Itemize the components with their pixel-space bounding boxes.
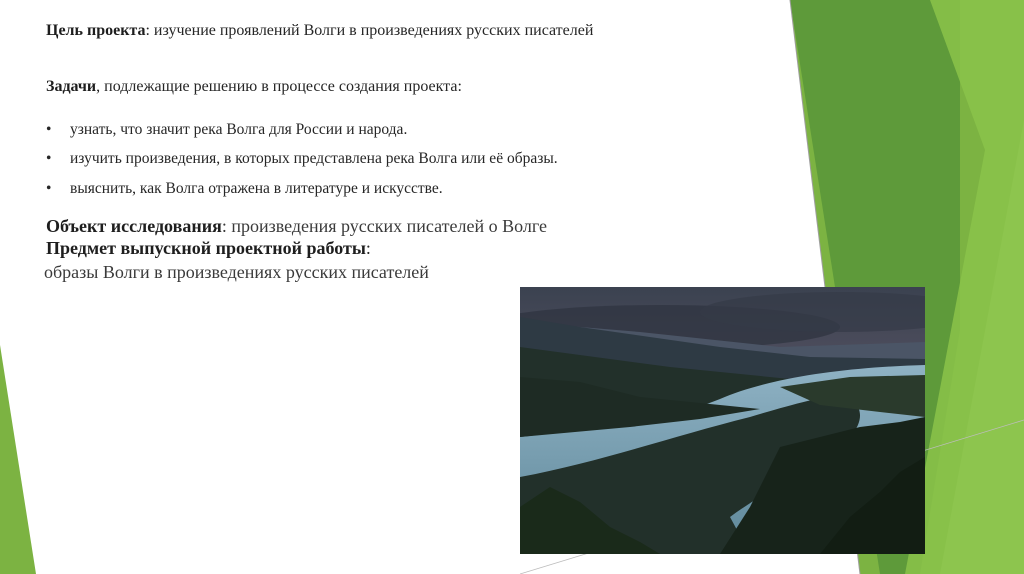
object-text: : произведения русских писателей о Волге [221,216,547,236]
list-item [46,150,558,168]
list-item-text: изучить произведения, в которых представлена река Волга или её образы. [70,150,558,167]
list-item [46,180,443,198]
tasks-label: Задачи [46,78,97,95]
bullet-icon: • [46,180,52,197]
river-landscape-image [520,287,925,554]
tasks-heading [46,78,462,96]
list-item-text: узнать, что значит река Волга для России и народа. [70,121,408,138]
research-object [46,216,547,237]
list-item-text: выяснить, как Волга отражена в литературе и искусстве. [70,180,443,197]
bullet-icon: • [46,121,52,138]
project-goal [46,22,593,40]
tasks-text: , подлежащие решению в процессе создания проекта: [96,78,462,95]
list-item [46,121,407,139]
subject-colon: : [365,238,371,258]
research-subject-heading [46,238,371,259]
left-green-sliver [0,345,36,574]
goal-text: : изучение проявлений Волги в произведениях русских писателей [145,22,594,39]
research-subject-text: образы Волги в произведениях русских писателей [44,262,429,282]
bullet-icon: • [46,150,52,167]
goal-label: Цель проекта [46,22,146,39]
object-label: Объект исследования [46,216,222,236]
subject-label: Предмет выпускной проектной работы [46,238,366,258]
